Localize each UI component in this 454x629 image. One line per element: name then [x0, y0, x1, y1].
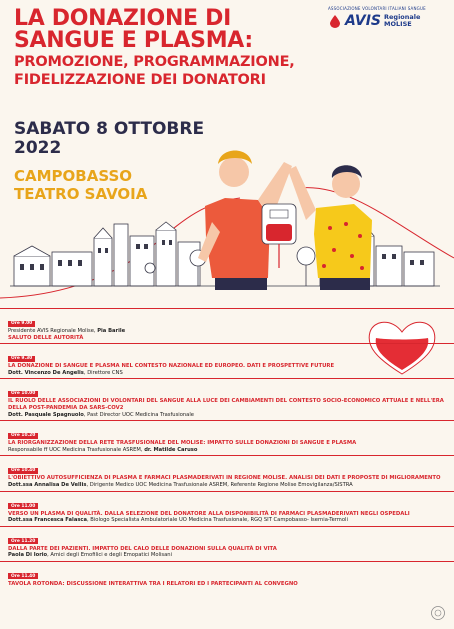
- program-speaker: Presidente AVIS Regionale Molise, Pia Barile: [8, 328, 126, 334]
- program-title: L'OBIETTIVO AUTOSUFFICIENZA DI PLASMA E FARMACI PLASMADERIVATI IN REGIONE MOLISE. ANALISI DEI DATI E PROPOSTE DI MIGLIORAMENTO: [8, 475, 441, 482]
- program-title: IL RUOLO DELLE ASSOCIAZIONI DI VOLONTARI DEL SANGUE ALLA LUCE DEI CAMBIAMENTI DEL CONTESTO SOCIO-ECONOMICO ATTUALE E NELL'ERA DELLA POST-PANDEMIA DA SARS-COV2: [8, 398, 444, 411]
- program-time: Ore 10.40: [8, 468, 38, 474]
- logo-association-text: ASSOCIAZIONE VOLONTARI ITALIANI SANGUE: [328, 6, 426, 11]
- corner-logo-icon: [430, 605, 446, 621]
- poster-title: [14, 8, 344, 88]
- program-title: LA RIORGANIZZAZIONE DELLA RETE TRASFUSIONALE DEL MOLISE: IMPATTO SULLE DONAZIONI DI SANGUE E PLASMA: [8, 440, 357, 447]
- program-speaker: Dott. Vincenzo De Angelis, Direttore CNS: [8, 369, 123, 376]
- logo-region-2: MOLISE: [384, 20, 412, 28]
- program-item: [0, 456, 454, 488]
- event-city: CAMPOBASSO: [14, 167, 133, 185]
- date-line-1: SABATO 8 OTTOBRE: [14, 119, 205, 139]
- event-venue: TEATRO SAVOIA: [14, 185, 148, 203]
- title-line-3: PROMOZIONE, PROGRAMMAZIONE,: [14, 54, 295, 70]
- logo-region-1: Regionale: [384, 13, 421, 21]
- title-line-2: SANGUE E PLASMA:: [14, 28, 253, 53]
- program-speaker: Dott. Pasquale Spagnuolo, Past Director UOC Medicina Trasfusionale: [8, 411, 194, 418]
- program-item: [0, 379, 454, 418]
- program-title: LA DONAZIONE DI SANGUE E PLASMA NEL CONTESTO NAZIONALE ED EUROPEO. DATI E PROSPETTIVE FUTURE: [8, 363, 335, 370]
- program-item: [0, 344, 454, 376]
- program-title: VERSO UN PLASMA DI QUALITÀ. DALLA SELEZIONE DEL DONATORE ALLA DISPONIBILITÀ DI FARMACI PLASMADERIVATI NEGLI OSPEDALI: [8, 510, 410, 517]
- logo-row: [328, 13, 446, 29]
- person-right: [288, 165, 372, 290]
- program-time: Ore 9.00: [8, 321, 35, 327]
- date-line-2: 2022: [14, 138, 62, 158]
- title-line-1: LA DONAZIONE DI: [14, 6, 231, 31]
- program-speaker: Dott.ssa Francesca Falasca, Biologo Specialista Ambulatoriale UO Medicina Trasfusionale, RGQ SIT Campobasso- Isernia-Termoli: [8, 517, 348, 524]
- program-time: Ore 10.00: [8, 391, 38, 397]
- logo-region: [384, 14, 420, 28]
- program-time: Ore 11.00: [8, 503, 38, 509]
- program-item: [0, 492, 454, 524]
- program-title: TAVOLA ROTONDA: DISCUSSIONE INTERATTIVA TRA I RELATORI ED I PARTECIPANTI AL CONVEGNO: [8, 580, 298, 587]
- program-time: Ore 10.20: [8, 433, 38, 439]
- illustration-high-five: [0, 128, 454, 313]
- logo-brand: AVIS: [345, 13, 382, 29]
- program-item: [0, 309, 454, 341]
- program-list: [0, 308, 454, 590]
- program-item: [0, 562, 454, 588]
- title-line-4: FIDELIZZAZIONE DEI DONATORI: [14, 72, 266, 88]
- program-time: Ore 11.20: [8, 538, 38, 544]
- program-time: Ore 11.40: [8, 573, 38, 579]
- program-title: SALUTO DELLE AUTORITÀ: [8, 334, 84, 341]
- program-speaker: Dott.ssa Annalisa De Vellis, Dirigente Medico UOC Medicina Trasfusionale ASREM, Referente Regione Molise Emovigilanza/SISTRA: [8, 481, 353, 488]
- program-item: [0, 527, 454, 559]
- program-title: DALLA PARTE DEI PAZIENTI. IMPATTO DEL CALO DELLE DONAZIONI SULLA QUALITÀ DI VITA: [8, 545, 277, 552]
- program-item: [0, 421, 454, 453]
- program-time: Ore 9.30: [8, 356, 35, 362]
- program-speaker: Responsabile ff UOC Medicina Trasfusionale ASREM, dr. Matilde Caruso: [8, 446, 198, 453]
- program-speaker: Paola Di Iorio, Amici degli Emofilici e degli Emopatici Molisani: [8, 552, 172, 559]
- avis-logo: [328, 6, 446, 29]
